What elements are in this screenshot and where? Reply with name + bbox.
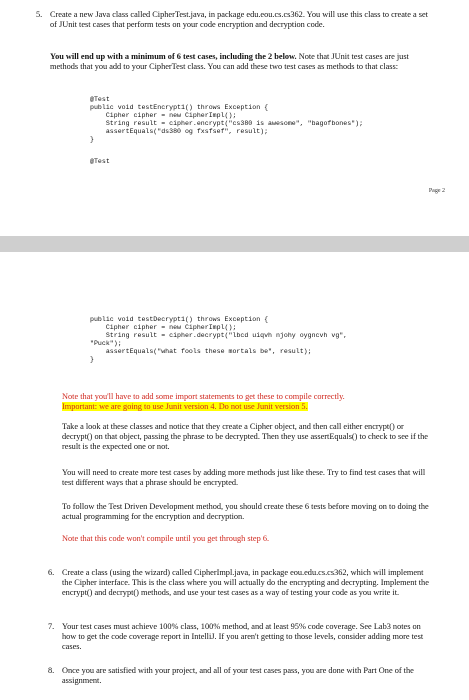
document-page-2	[0, 252, 469, 700]
import-note	[62, 392, 432, 402]
more-tests-paragraph	[62, 468, 432, 488]
tdd-paragraph	[62, 502, 432, 522]
step-5-text	[50, 10, 430, 30]
step-8-number: 8.	[48, 666, 55, 675]
import-note-text: Note that you'll have to add some import statements to get these to compile correctly.	[62, 392, 345, 401]
step-6-paragraph: Create a class (using the wizard) called CipherImpl.java, in package eou.edu.cs.cs362, which will implement the Cipher interface. This is the class where you will actually do the encrypting and decrypting. Implement the encrypt() and decrypt() methods, and use your test cases as a way of testing your code as you write it.	[62, 568, 429, 597]
cipher-explanation	[62, 422, 432, 452]
step-6-number: 6.	[48, 568, 55, 577]
code-block-encrypt-test: @Test public void testEncrypt1() throws Exception { Cipher cipher = new CipherImpl(); String result = cipher.encrypt("cs380 is awesome", "bagofbones"); assertEquals("ds380 og fxsfsef", result); }	[90, 96, 364, 143]
tdd-text: To follow the Test Driven Development method, you should create these 6 tests before moving on to doing the actual programming for the encryption and decryption.	[62, 502, 429, 521]
code-block-decrypt-test: public void testDecrypt1() throws Exception { Cipher cipher = new CipherImpl(); String result = cipher.decrypt("lbcd uiqvh njohy oygncvh vg", "Puck"); assertEquals("what fools these mortals be", result); }	[90, 316, 348, 363]
page-number: Page 2	[428, 188, 445, 194]
step-5-number: 5.	[36, 10, 43, 19]
page-separator	[0, 236, 469, 252]
step-7-text	[62, 622, 432, 652]
junit-version-highlight: Important: we are going to use Junit version 4. Do not use Junit version 5.	[62, 402, 308, 411]
min-tests-rest: Note that JUnit test cases are just methods that you add to your CipherTest class. You can add these two test cases as methods to that class:	[50, 52, 409, 71]
step-7-paragraph: Your test cases must achieve 100% class, 100% method, and at least 95% code coverage. See Lab3 notes on how to get the code coverage report in IntelliJ. If you aren't getting to those levels, consider adding more test cases.	[62, 622, 424, 651]
step-8-text	[62, 666, 432, 686]
more-tests-text: You will need to create more test cases by adding more methods just like these. Try to find test cases that will test different ways that a phrase should be encrypted.	[62, 468, 426, 487]
step-5-paragraph: Create a new Java class called CipherTest.java, in package edu.eou.cs.cs362. You will use this class to create a set of JUnit test cases that perform tests on your code encryption and decryption code.	[50, 10, 428, 29]
code-block-test-annotation: @Test	[90, 158, 110, 165]
min-tests-paragraph	[50, 52, 430, 72]
document-page-1	[0, 0, 469, 206]
step-7-number: 7.	[48, 622, 55, 631]
cipher-explanation-text: Take a look at these classes and notice that they create a Cipher object, and then call either encrypt() or decrypt() on that object, passing the phrase to be decrypted. Then they use assertEquals() to check to see if the result is the expected one or not.	[62, 422, 428, 451]
step-8-paragraph: Once you are satisfied with your project, and all of your test cases pass, you are done with Part One of the assignment.	[62, 666, 414, 685]
compile-note	[62, 534, 432, 544]
step-6-text	[62, 568, 432, 598]
min-tests-bold: You will end up with a minimum of 6 test cases, including the 2 below.	[50, 52, 297, 61]
compile-note-text: Note that this code won't compile until you get through step 6.	[62, 534, 270, 543]
junit-version-note	[62, 402, 432, 412]
